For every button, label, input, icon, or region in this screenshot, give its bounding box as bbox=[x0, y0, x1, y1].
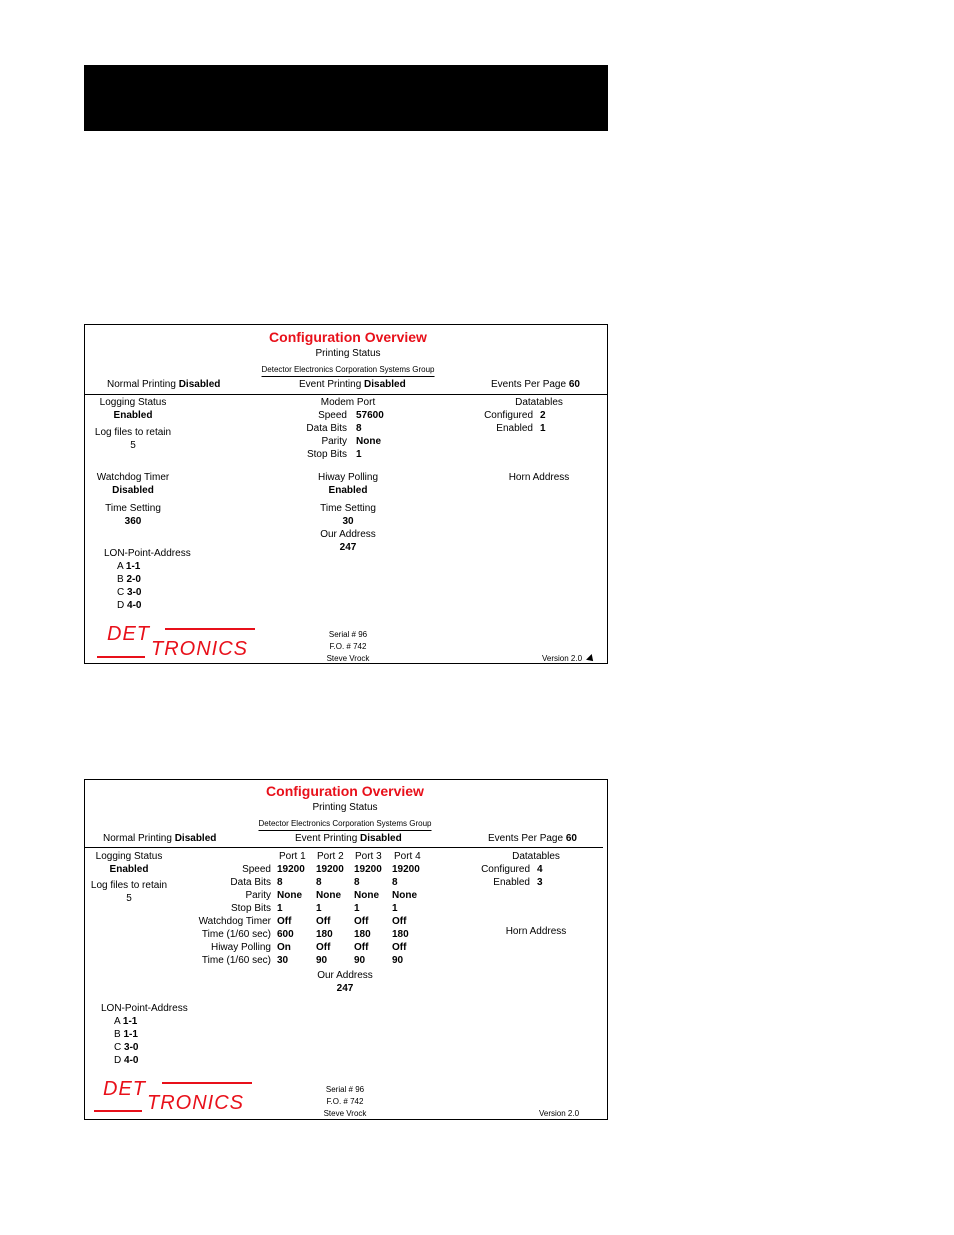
person-name: Steve Vrock bbox=[323, 1109, 367, 1118]
logfiles-value: 5 bbox=[126, 893, 132, 904]
logging-status-value: Enabled bbox=[109, 864, 149, 875]
logfiles-label: Log files to retain bbox=[90, 880, 168, 891]
port-cell: 600 bbox=[277, 929, 294, 940]
port-cell: Off bbox=[392, 916, 407, 927]
port-cell: 1 bbox=[354, 903, 360, 914]
modem-port-label: Modem Port bbox=[320, 397, 376, 408]
screen-title: Configuration Overview bbox=[266, 783, 424, 799]
port-cell: 19200 bbox=[354, 864, 382, 875]
lon-row: C 3-0 bbox=[114, 1042, 139, 1053]
port-row-label: Speed bbox=[242, 864, 271, 875]
parity-label: Parity bbox=[321, 436, 347, 447]
our-address-label: Our Address bbox=[317, 970, 373, 981]
port-cell: 8 bbox=[277, 877, 283, 888]
stop-bits-label: Stop Bits bbox=[306, 449, 347, 460]
speed-label: Speed bbox=[318, 410, 347, 421]
port-row-label: Time (1/60 sec) bbox=[201, 955, 271, 966]
divider bbox=[85, 847, 603, 848]
our-address-value: 247 bbox=[339, 542, 357, 553]
normal-printing: Normal Printing Disabled bbox=[103, 833, 217, 844]
watchdog-value: Disabled bbox=[112, 485, 154, 496]
config-overview-screen-1 bbox=[84, 324, 608, 664]
port-cell: 8 bbox=[354, 877, 360, 888]
configured-label: Configured bbox=[484, 410, 533, 421]
port-cell: 19200 bbox=[316, 864, 344, 875]
port-cell: 180 bbox=[392, 929, 409, 940]
port-cell: Off bbox=[354, 942, 369, 953]
port-cell: Off bbox=[316, 942, 331, 953]
time-setting-value: 360 bbox=[124, 516, 142, 527]
our-address-value: 247 bbox=[336, 983, 354, 994]
logo-tronics: TRONICS bbox=[151, 638, 248, 660]
port-cell: On bbox=[277, 942, 291, 953]
logo-tronics: TRONICS bbox=[147, 1092, 244, 1114]
port-cell: None bbox=[277, 890, 302, 901]
screen-title: Configuration Overview bbox=[269, 329, 427, 345]
configured-value: 4 bbox=[537, 864, 543, 875]
events-per-page: Events Per Page 60 bbox=[488, 833, 577, 844]
logo-line bbox=[94, 1110, 142, 1112]
lon-label: LON-Point-Address bbox=[101, 1003, 188, 1014]
port-cell: 30 bbox=[277, 955, 289, 966]
divider bbox=[85, 394, 607, 395]
logging-status-label: Logging Status bbox=[99, 397, 167, 408]
port-row-label: Parity bbox=[245, 890, 271, 901]
data-bits-label: Data Bits bbox=[306, 423, 347, 434]
person-name: Steve Vrock bbox=[326, 654, 370, 663]
lon-row: B 1-1 bbox=[114, 1029, 138, 1040]
logfiles-value: 5 bbox=[130, 440, 136, 451]
logging-status-value: Enabled bbox=[113, 410, 153, 421]
serial: Serial # 96 bbox=[328, 630, 368, 639]
version: Version 2.0 bbox=[539, 1109, 580, 1118]
mouse-pointer-icon bbox=[586, 654, 596, 664]
time-setting-2-value: 30 bbox=[342, 516, 354, 527]
configured-label: Configured bbox=[481, 864, 530, 875]
config-overview-screen-2 bbox=[84, 779, 608, 1120]
lon-row: A 1-1 bbox=[114, 1016, 138, 1027]
stop-bits-value: 1 bbox=[356, 449, 362, 460]
port-cell: 1 bbox=[392, 903, 398, 914]
port-cell: Off bbox=[277, 916, 292, 927]
port-cell: None bbox=[354, 890, 379, 901]
events-per-page: Events Per Page 60 bbox=[491, 379, 580, 390]
event-printing: Event Printing Disabled bbox=[295, 833, 402, 844]
datatables-label: Datatables bbox=[512, 851, 560, 862]
port-cell: 1 bbox=[316, 903, 322, 914]
normal-printing: Normal Printing Disabled bbox=[107, 379, 221, 390]
time-setting-label: Time Setting bbox=[105, 503, 161, 514]
port-cell: Off bbox=[354, 916, 369, 927]
datatables-label: Datatables bbox=[515, 397, 563, 408]
printing-status-label: Printing Status bbox=[312, 802, 378, 813]
header-bar bbox=[84, 65, 608, 131]
fo-number: F.O. # 742 bbox=[326, 1097, 364, 1106]
logo-det: DET bbox=[107, 623, 150, 645]
time-setting-2-label: Time Setting bbox=[320, 503, 376, 514]
logo-line bbox=[97, 656, 145, 658]
hiway-label: Hiway Polling bbox=[317, 472, 379, 483]
logging-status-label: Logging Status bbox=[95, 851, 163, 862]
port-cell: 19200 bbox=[277, 864, 305, 875]
port-row-label: Watchdog Timer bbox=[198, 916, 271, 927]
port-row-label: Time (1/60 sec) bbox=[201, 929, 271, 940]
company-name: Detector Electronics Corporation Systems Group bbox=[259, 819, 432, 831]
port-cell: None bbox=[316, 890, 341, 901]
company-name: Detector Electronics Corporation Systems Group bbox=[262, 365, 435, 377]
lon-row: C 3-0 bbox=[117, 587, 142, 598]
port-cell: Off bbox=[316, 916, 331, 927]
port-header: Port 4 bbox=[394, 851, 421, 862]
printing-status-label: Printing Status bbox=[315, 348, 381, 359]
lon-row: D 4-0 bbox=[117, 600, 142, 611]
enabled-value: 3 bbox=[537, 877, 543, 888]
port-cell: 1 bbox=[277, 903, 283, 914]
horn-address-label: Horn Address bbox=[508, 472, 570, 483]
enabled-label: Enabled bbox=[493, 877, 530, 888]
watchdog-label: Watchdog Timer bbox=[96, 472, 170, 483]
serial: Serial # 96 bbox=[325, 1085, 365, 1094]
logo-line bbox=[165, 628, 255, 630]
port-cell: 180 bbox=[354, 929, 371, 940]
port-cell: None bbox=[392, 890, 417, 901]
port-cell: 90 bbox=[392, 955, 404, 966]
port-cell: 8 bbox=[316, 877, 322, 888]
port-row-label: Hiway Polling bbox=[210, 942, 271, 953]
port-cell: 90 bbox=[354, 955, 366, 966]
port-header: Port 2 bbox=[317, 851, 344, 862]
configured-value: 2 bbox=[540, 410, 546, 421]
event-printing: Event Printing Disabled bbox=[299, 379, 406, 390]
port-cell: 8 bbox=[392, 877, 398, 888]
lon-label: LON-Point-Address bbox=[104, 548, 191, 559]
fo-number: F.O. # 742 bbox=[329, 642, 367, 651]
port-cell: 90 bbox=[316, 955, 328, 966]
speed-value: 57600 bbox=[356, 410, 384, 421]
logfiles-label: Log files to retain bbox=[94, 427, 172, 438]
data-bits-value: 8 bbox=[356, 423, 362, 434]
parity-value: None bbox=[356, 436, 381, 447]
enabled-value: 1 bbox=[540, 423, 546, 434]
lon-row: D 4-0 bbox=[114, 1055, 139, 1066]
port-header: Port 1 bbox=[279, 851, 306, 862]
port-cell: Off bbox=[392, 942, 407, 953]
our-address-label: Our Address bbox=[320, 529, 376, 540]
port-row-label: Data Bits bbox=[230, 877, 271, 888]
port-cell: 180 bbox=[316, 929, 333, 940]
horn-address-label: Horn Address bbox=[505, 926, 567, 937]
port-row-label: Stop Bits bbox=[230, 903, 271, 914]
hiway-value: Enabled bbox=[328, 485, 368, 496]
lon-row: A 1-1 bbox=[117, 561, 141, 572]
version: Version 2.0 bbox=[542, 654, 583, 663]
enabled-label: Enabled bbox=[496, 423, 533, 434]
port-cell: 19200 bbox=[392, 864, 420, 875]
port-header: Port 3 bbox=[355, 851, 382, 862]
logo-line bbox=[162, 1082, 252, 1084]
lon-row: B 2-0 bbox=[117, 574, 141, 585]
logo-det: DET bbox=[103, 1078, 146, 1100]
